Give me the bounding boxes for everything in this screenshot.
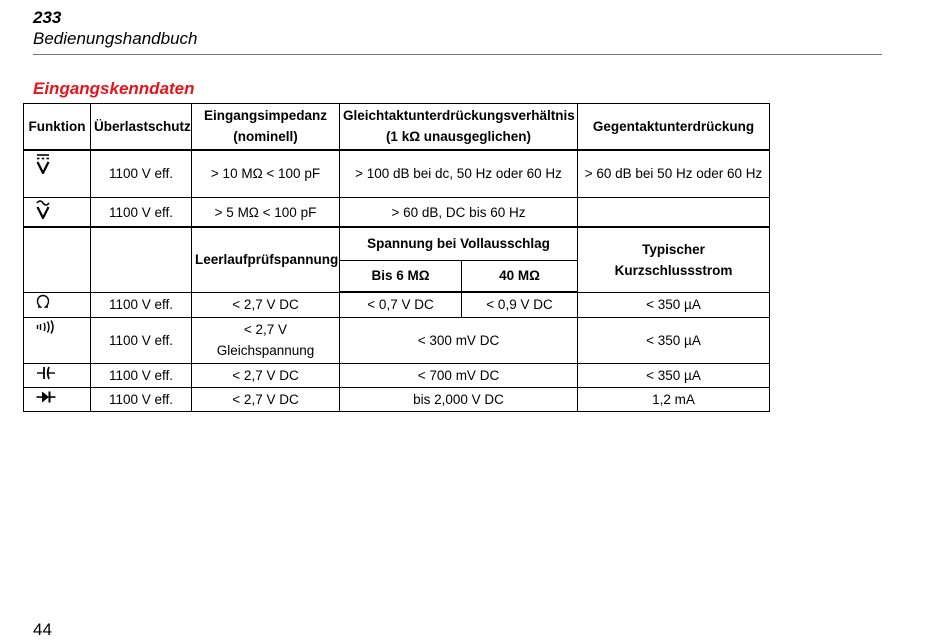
function-cell [24, 292, 91, 317]
header-full-scale: Spannung bei Vollausschlag [340, 227, 578, 260]
table-row [24, 317, 770, 363]
header-range-6m: Bis 6 MΩ [340, 260, 462, 292]
cmrr-cell: > 100 dB bei dc, 50 Hz oder 60 Hz [340, 150, 578, 198]
cmrr-cell: > 60 dB, DC bis 60 Hz [340, 198, 578, 228]
header-impedance: Eingangsimpedanz (nominell) [192, 104, 340, 150]
nmrr-cell: > 60 dB bei 50 Hz oder 60 Hz [578, 150, 770, 198]
open-circuit-cell: < 2,7 V DC [192, 387, 340, 411]
overload-cell: 1100 V eff. [91, 150, 192, 198]
empty-cell [91, 227, 192, 292]
full-scale-cell: < 300 mV DC [340, 317, 578, 363]
overload-cell: 1100 V eff. [91, 317, 192, 363]
diode-icon [36, 390, 56, 404]
header-nmrr: Gegentaktunterdrückung [578, 104, 770, 150]
open-circuit-cell: < 2,7 V DC [192, 292, 340, 317]
capacitor-icon [36, 366, 56, 380]
section-title: Eingangskenndaten [33, 79, 195, 98]
open-circuit-cell: < 2,7 V DC [192, 363, 340, 387]
header-function: Funktion [24, 104, 91, 150]
impedance-cell: > 5 MΩ < 100 pF [192, 198, 340, 228]
header-page-number: 233 [33, 8, 62, 27]
table-subheader-row [24, 227, 770, 260]
continuity-icon [36, 320, 56, 334]
range-40m-cell: < 0,9 V DC [462, 292, 578, 317]
overload-cell: 1100 V eff. [91, 387, 192, 411]
header-overload: Überlastschutz [91, 104, 192, 150]
table-row [24, 363, 770, 387]
header-short-current: Typischer Kurzschlussstrom [578, 227, 770, 292]
function-cell [24, 198, 91, 228]
table-row [24, 198, 770, 228]
overload-cell: 1100 V eff. [91, 292, 192, 317]
header-range-40m: 40 MΩ [462, 260, 578, 292]
open-circuit-cell: < 2,7 V Gleichspannung [192, 317, 340, 363]
function-cell [24, 317, 91, 363]
short-current-cell: 1,2 mA [578, 387, 770, 411]
dc-voltage-icon [36, 152, 50, 174]
full-scale-cell: < 700 mV DC [340, 363, 578, 387]
overload-cell: 1100 V eff. [91, 198, 192, 228]
overload-cell: 1100 V eff. [91, 363, 192, 387]
empty-cell [24, 227, 91, 292]
range-6m-cell: < 0,7 V DC [340, 292, 462, 317]
impedance-cell: > 10 MΩ < 100 pF [192, 150, 340, 198]
function-cell [24, 363, 91, 387]
ohm-icon [36, 294, 50, 310]
function-cell [24, 150, 91, 198]
short-current-cell: < 350 µA [578, 363, 770, 387]
manual-title: Bedienungshandbuch [33, 29, 198, 48]
ac-voltage-icon [36, 199, 50, 219]
footer-page-number: 44 [33, 620, 52, 639]
table-row [24, 387, 770, 411]
short-current-cell: < 350 µA [578, 317, 770, 363]
table-row [24, 150, 770, 198]
input-specs-table [23, 103, 770, 412]
nmrr-cell [578, 198, 770, 228]
short-current-cell: < 350 µA [578, 292, 770, 317]
table-row [24, 292, 770, 317]
header-cmrr: Gleichtaktunterdrückungsverhältnis (1 kΩ unausgeglichen) [340, 104, 578, 150]
table-header-row [24, 104, 770, 150]
header-divider [33, 54, 882, 55]
header-open-circuit: Leerlaufprüfspannung [192, 227, 340, 292]
function-cell [24, 387, 91, 411]
full-scale-cell: bis 2,000 V DC [340, 387, 578, 411]
